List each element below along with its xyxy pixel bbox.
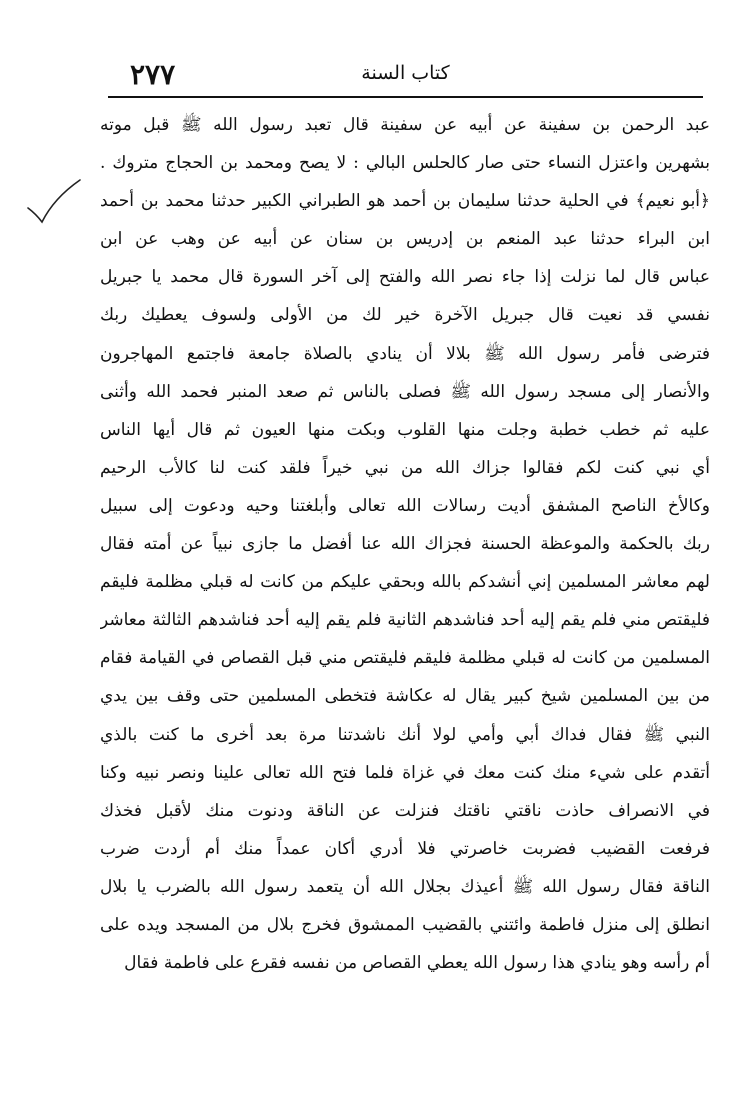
text-line: فرفعت القضيب فضربت خاصرتي فلا أدري أكان عمداً منك أم أردت ضرب xyxy=(100,838,710,859)
text-line: ربك بالحكمة والموعظة الحسنة فجزاك الله عنا أفضل ما جازى نبياً عن أمته فقال xyxy=(100,534,710,555)
text-line: فترضى فأمر رسول الله ﷺ بلالا أن ينادي بالصلاة جامعة فاجتمع المهاجرون xyxy=(100,343,710,364)
text-line: أتقدم على شيء منك كنت معك في غزاة فلما فتح الله تعالى علينا ونصر نبيه وكنا xyxy=(100,762,710,783)
text-line: عليه ثم خطب خطبة وجلت منها القلوب وبكت منها العيون ثم قال أيها الناس xyxy=(100,419,710,440)
text-line: انطلق إلى منزل فاطمة وائتني بالقضيب الممشوق فخرج بلال من المسجد ويده على xyxy=(100,914,710,935)
text-line: النبي ﷺ فقال فداك أبي وأمي لولا أنك ناشدتنا مرة بعد أخرى ما كنت بالذي xyxy=(100,724,710,745)
text-line: أي نبي كنت لكم فقالوا جزاك الله من نبي خيراً فلقد كنت لنا كالأب الرحيم xyxy=(100,457,710,478)
page-number: ٢٧٧ xyxy=(130,58,176,91)
text-line: والأنصار إلى مسجد رسول الله ﷺ فصلى بالناس ثم صعد المنبر فحمد الله وأثنى xyxy=(100,381,710,402)
text-line: وكالأخ الناصح المشفق أديت رسالات الله تعالى وأبلغتنا وحيه ودعوت إلى سبيل xyxy=(100,495,710,516)
text-line: ابن البراء حدثنا عبد المنعم بن إدريس بن سنان عن أبيه عن وهب عن ابن xyxy=(100,229,710,250)
text-line: فليقتص مني فلم يقم إليه أحد فناشدهم الثانية فلم يقم إليه أحد فناشدهم الثالثة معاشر xyxy=(100,610,710,631)
text-line: في الانصراف حاذت ناقتي ناقتك فنزلت عن الناقة ودنوت منك لأقبل فخذك xyxy=(100,800,710,821)
header-divider xyxy=(108,96,703,98)
text-line: المسلمين من كانت له قبلي مظلمة فليقم فليقتص مني قبل القصاص في القيامة فقام xyxy=(100,648,710,669)
book-title: كتاب السنة xyxy=(361,62,450,84)
text-line: نفسي قد نعيت قال جبريل الآخرة خير لك من الأولى ولسوف يعطيك ربك xyxy=(100,305,710,326)
text-line: عبد الرحمن بن سفينة عن أبيه عن سفينة قال تعبد رسول الله ﷺ قبل موته xyxy=(100,115,710,135)
text-line: بشهرين واعتزل النساء حتى صار كالحلس البالي : لا يصح ومحمد بن الحجاج متروك . xyxy=(100,153,710,174)
text-line: ﴿أبو نعيم﴾ في الحلية حدثنا سليمان بن أحمد هو الطبراني الكبير حدثنا محمد بن أحمد xyxy=(100,191,710,212)
text-line: من بين المسلمين شيخ كبير يقال له عكاشة فتخطى المسلمين حتى وقف بين يدي xyxy=(100,686,710,707)
page-header xyxy=(108,58,703,92)
text-line: عباس قال لما نزلت إذا جاء نصر الله والفتح إلى آخر السورة قال محمد يا جبريل xyxy=(100,267,710,288)
checkmark-icon xyxy=(24,178,94,248)
body-text xyxy=(100,106,710,982)
text-line: لهم معاشر المسلمين إني أنشدكم بالله وبحقي عليكم من كانت له قبلي مظلمة فليقم xyxy=(100,572,710,593)
text-line: الناقة فقال رسول الله ﷺ أعيذك بجلال الله أن يتعمد رسول الله بالضرب يا بلال xyxy=(100,876,710,897)
text-line: أم رأسه وهو ينادي هذا رسول الله يعطي القصاص من نفسه فقرع على فاطمة فقال xyxy=(124,953,710,974)
